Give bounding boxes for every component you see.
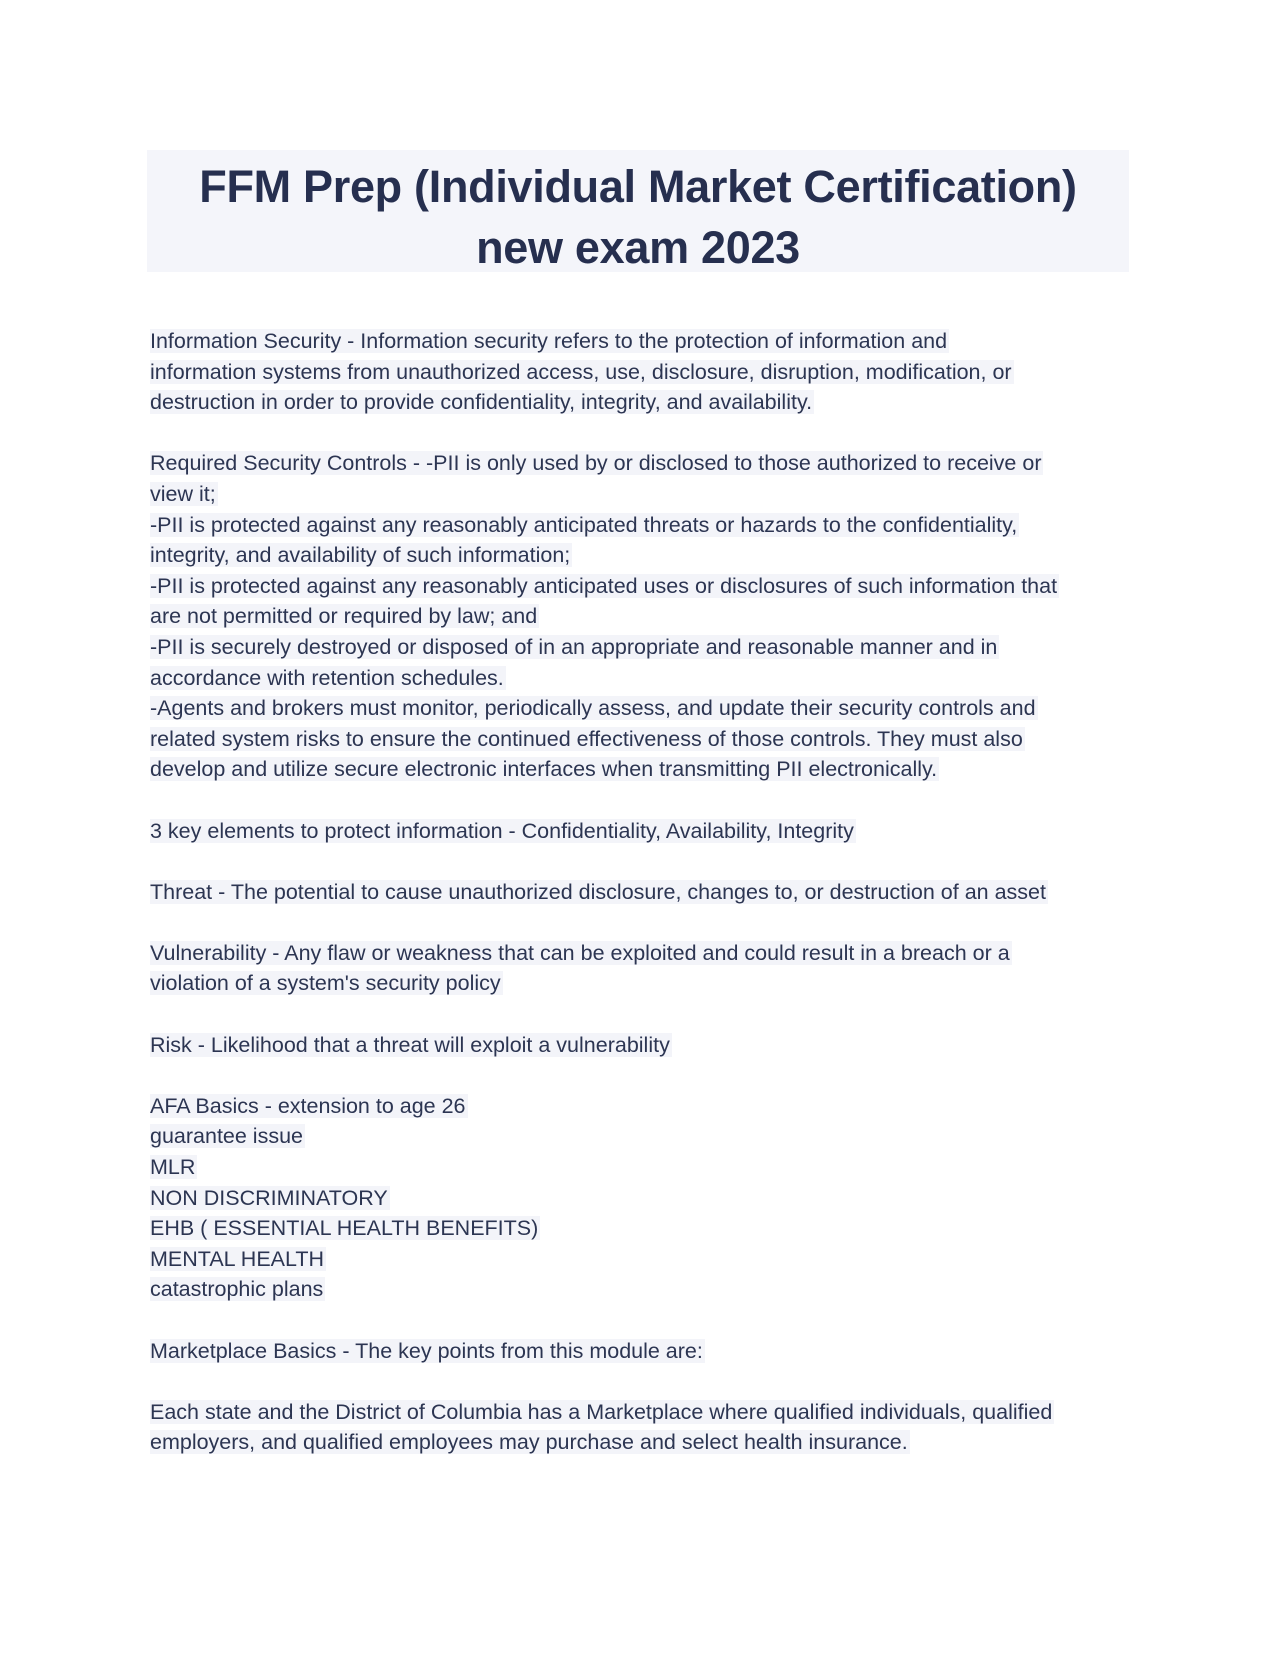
text-line-content: EHB ( ESSENTIAL HEALTH BENEFITS) bbox=[150, 1216, 539, 1241]
document-title: FFM Prep (Individual Market Certification) new exam 2023 bbox=[199, 161, 1077, 273]
text-line-content: MLR bbox=[150, 1155, 196, 1180]
text-line bbox=[150, 540, 1140, 571]
text-line bbox=[150, 1427, 1140, 1458]
text-line-content: -PII is protected against any reasonably anticipated uses or disclosures of such information that bbox=[150, 573, 1058, 598]
text-line bbox=[150, 1213, 1140, 1244]
paragraph-gap bbox=[150, 1366, 1140, 1397]
text-line bbox=[150, 693, 1140, 724]
paragraph bbox=[150, 938, 1140, 999]
text-line-content: employers, and qualified employees may purchase and select health insurance. bbox=[150, 1430, 908, 1455]
text-line bbox=[150, 632, 1140, 663]
text-line-content: violation of a system's security policy bbox=[150, 971, 501, 996]
text-line bbox=[150, 1091, 1140, 1122]
text-line bbox=[150, 510, 1140, 541]
text-line bbox=[150, 1397, 1140, 1428]
text-line-content: Risk - Likelihood that a threat will exploit a vulnerability bbox=[150, 1032, 670, 1057]
text-line bbox=[150, 968, 1140, 999]
text-line bbox=[150, 938, 1140, 969]
title-block bbox=[147, 150, 1129, 272]
text-line-content: destruction in order to provide confidentiality, integrity, and availability. bbox=[150, 390, 813, 415]
text-line-content: 3 key elements to protect information - Confidentiality, Availability, Integrity bbox=[150, 818, 854, 843]
text-line-content: accordance with retention schedules. bbox=[150, 665, 504, 690]
text-line-content: information systems from unauthorized access, use, disclosure, disruption, modification, or bbox=[150, 359, 1012, 384]
text-line bbox=[150, 326, 1140, 357]
text-line bbox=[150, 387, 1140, 418]
paragraph-gap bbox=[150, 846, 1140, 877]
text-line-content: Vulnerability - Any flaw or weakness that can be exploited and could result in a breach or a bbox=[150, 940, 1010, 965]
text-line bbox=[150, 816, 1140, 847]
text-line-content: Each state and the District of Columbia has a Marketplace where qualified individuals, qualified bbox=[150, 1399, 1053, 1424]
paragraph bbox=[150, 1397, 1140, 1458]
paragraph bbox=[150, 448, 1140, 785]
paragraph bbox=[150, 877, 1140, 908]
text-line bbox=[150, 724, 1140, 755]
paragraph-gap bbox=[150, 907, 1140, 938]
paragraph-gap bbox=[150, 1060, 1140, 1091]
paragraph bbox=[150, 1336, 1140, 1367]
text-line bbox=[150, 1183, 1140, 1214]
text-line bbox=[150, 754, 1140, 785]
text-line bbox=[150, 448, 1140, 479]
text-line-content: NON DISCRIMINATORY bbox=[150, 1185, 388, 1210]
paragraph bbox=[150, 1030, 1140, 1061]
text-line-content: -PII is protected against any reasonably anticipated threats or hazards to the confidentiality, bbox=[150, 512, 1018, 537]
text-line bbox=[150, 571, 1140, 602]
paragraph-gap bbox=[150, 999, 1140, 1030]
text-line bbox=[150, 1244, 1140, 1275]
text-line bbox=[150, 1336, 1140, 1367]
text-line bbox=[150, 1030, 1140, 1061]
document-body bbox=[150, 326, 1140, 1458]
text-line bbox=[150, 357, 1140, 388]
text-line-content: Information Security - Information security refers to the protection of information and bbox=[150, 329, 948, 353]
paragraph-gap bbox=[150, 1305, 1140, 1336]
text-line-content: are not permitted or required by law; and bbox=[150, 604, 538, 629]
text-line-content: related system risks to ensure the continued effectiveness of those controls. They must also bbox=[150, 726, 1023, 751]
text-line bbox=[150, 1152, 1140, 1183]
paragraph bbox=[150, 326, 1140, 418]
paragraph bbox=[150, 816, 1140, 847]
text-line-content: -PII is securely destroyed or disposed of in an appropriate and reasonable manner and in bbox=[150, 634, 998, 659]
text-line bbox=[150, 877, 1140, 908]
text-line bbox=[150, 479, 1140, 510]
text-line-content: MENTAL HEALTH bbox=[150, 1246, 325, 1271]
text-line-content: Required Security Controls - -PII is only used by or disclosed to those authorized to receive or bbox=[150, 451, 1042, 476]
text-line-content: guarantee issue bbox=[150, 1124, 303, 1149]
paragraph-gap bbox=[150, 418, 1140, 449]
text-line-content: catastrophic plans bbox=[150, 1277, 324, 1302]
text-line bbox=[150, 1121, 1140, 1152]
text-line bbox=[150, 601, 1140, 632]
paragraph-gap bbox=[150, 785, 1140, 816]
text-line-content: Marketplace Basics - The key points from this module are: bbox=[150, 1338, 703, 1363]
text-line bbox=[150, 1274, 1140, 1305]
text-line bbox=[150, 663, 1140, 694]
text-line-content: develop and utilize secure electronic interfaces when transmitting PII electronically. bbox=[150, 757, 938, 782]
paragraph bbox=[150, 1091, 1140, 1305]
text-line-content: AFA Basics - extension to age 26 bbox=[150, 1093, 466, 1118]
text-line-content: -Agents and brokers must monitor, periodically assess, and update their security controls and bbox=[150, 696, 1036, 721]
text-line-content: view it; bbox=[150, 481, 216, 506]
text-line-content: integrity, and availability of such information; bbox=[150, 543, 571, 568]
text-line-content: Threat - The potential to cause unauthorized disclosure, changes to, or destruction of an asset bbox=[150, 879, 1046, 904]
